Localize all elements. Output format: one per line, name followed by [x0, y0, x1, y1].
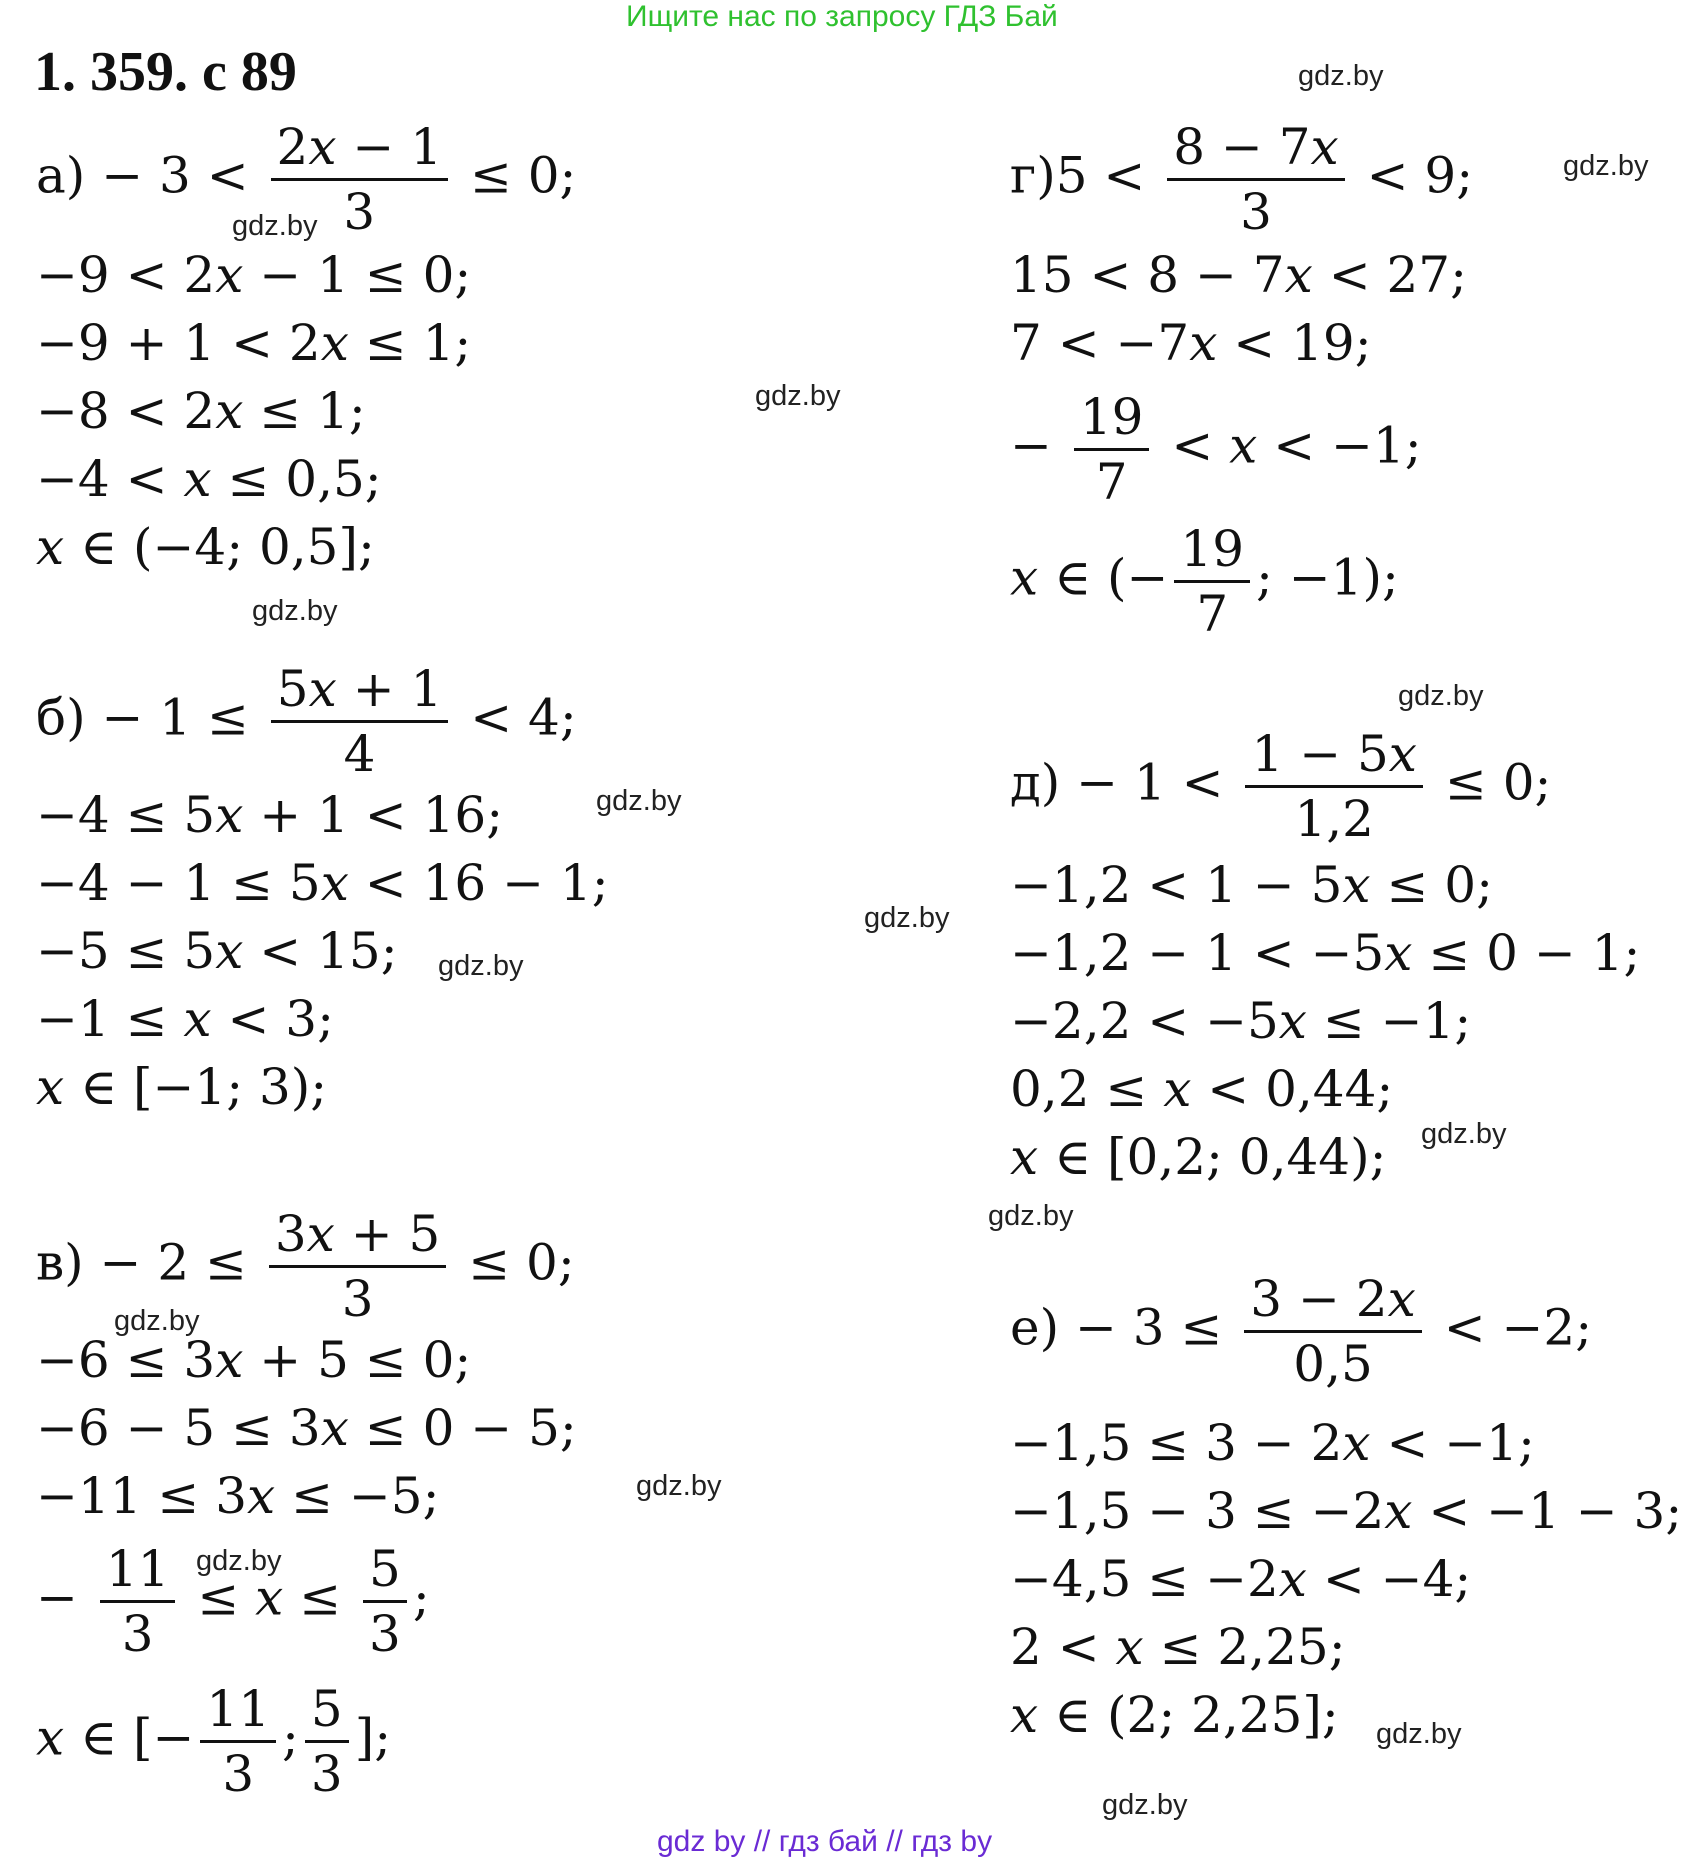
part-v-line-3: −6 − 5 ≤ 3𝑥 ≤ 0 − 5;: [36, 1399, 577, 1457]
part-a-line-1: а) − 3 < $\frac{\text{2𝑥 − 1}}{3}$ ≤ 0;: [36, 118, 577, 241]
part-d-line-1: д) − 1 < $\frac{\text{1 − 5𝑥}}{1,2}$ ≤ 0;: [1010, 725, 1552, 848]
part-b-line-5: −1 ≤ 𝑥 < 3;: [36, 990, 334, 1048]
part-b-line-3: −4 − 1 ≤ 5𝑥 < 16 − 1;: [36, 854, 609, 912]
watermark: gdz.by: [988, 1200, 1074, 1232]
part-e-line-4: −4,5 ≤ −2𝑥 < −4;: [1010, 1550, 1472, 1608]
part-e-line-3: −1,5 − 3 ≤ −2𝑥 < −1 − 3;: [1010, 1482, 1683, 1540]
part-v-line-2: −6 ≤ 3𝑥 + 5 ≤ 0;: [36, 1331, 472, 1389]
exercise-title: 1. 359. с 89: [34, 41, 297, 103]
footer-links: gdz by // гдз бай // гдз by: [657, 1825, 993, 1858]
part-v-fraction: $\frac{\text{3𝑥 + 5}}{3}$: [269, 1205, 447, 1328]
watermark: gdz.by: [636, 1470, 722, 1502]
part-v-line-5: − $\frac{11}{3}$ ≤ 𝑥 ≤ $\frac{5}{3}$ ;: [36, 1540, 430, 1663]
part-e-line-2: −1,5 ≤ 3 − 2𝑥 < −1;: [1010, 1414, 1535, 1472]
part-v-answer: 𝑥 ∈ [− $\frac{11}{3}$ ; $\frac{5}{3}$ ];: [36, 1680, 392, 1803]
part-v-answer-fraction-left: $\frac{11}{3}$: [200, 1680, 276, 1803]
part-d-line-2: −1,2 < 1 − 5𝑥 ≤ 0;: [1010, 856, 1493, 914]
search-banner: Ищите нас по запросу ГДЗ Бай: [626, 0, 1058, 33]
part-g-fraction-2: $\frac{19}{7}$: [1074, 388, 1150, 511]
part-v-fraction-right: $\frac{5}{3}$: [363, 1540, 407, 1663]
part-g-line-3: 7 < −7𝑥 < 19;: [1010, 314, 1372, 372]
part-b-fraction: $\frac{\text{5𝑥 + 1}}{4}$: [271, 660, 449, 783]
part-d-line-4: −2,2 < −5𝑥 ≤ −1;: [1010, 992, 1472, 1050]
part-g-line-4: − $\frac{19}{7}$ < 𝑥 < −1;: [1010, 388, 1422, 511]
part-v-line-4: −11 ≤ 3𝑥 ≤ −5;: [36, 1467, 440, 1525]
part-v-answer-fraction-right: $\frac{5}{3}$: [305, 1680, 349, 1803]
part-e-answer: 𝑥 ∈ (2; 2,25];: [1010, 1686, 1339, 1744]
part-g-line-1: г)5 < $\frac{\text{8 − 7𝑥}}{3}$ < 9;: [1010, 118, 1474, 241]
watermark: gdz.by: [596, 785, 682, 817]
part-d-line-5: 0,2 ≤ 𝑥 < 0,44;: [1010, 1060, 1394, 1118]
part-v-line-1: в) − 2 ≤ $\frac{\text{3𝑥 + 5}}{3}$ ≤ 0;: [36, 1205, 575, 1328]
part-g-answer-fraction: $\frac{19}{7}$: [1174, 520, 1250, 643]
watermark: gdz.by: [114, 1305, 200, 1337]
part-v-fraction-left: $\frac{11}{3}$: [100, 1540, 176, 1663]
part-d-answer: 𝑥 ∈ [0,2; 0,44);: [1010, 1128, 1387, 1186]
part-b-line-4: −5 ≤ 5𝑥 < 15;: [36, 922, 398, 980]
part-e-fraction: $\frac{\text{3 − 2𝑥}}{0,5}$: [1244, 1270, 1422, 1393]
watermark: gdz.by: [1421, 1118, 1507, 1150]
part-d-line-3: −1,2 − 1 < −5𝑥 ≤ 0 − 1;: [1010, 924, 1641, 982]
part-d-fraction: $\frac{\text{1 − 5𝑥}}{1,2}$: [1245, 725, 1423, 848]
part-g-line-2: 15 < 8 − 7𝑥 < 27;: [1010, 246, 1467, 304]
watermark: gdz.by: [755, 380, 841, 412]
part-g-fraction: $\frac{\text{8 − 7𝑥}}{3}$: [1167, 118, 1345, 241]
watermark: gdz.by: [1376, 1718, 1462, 1750]
part-e-line-1: е) − 3 ≤ $\frac{\text{3 − 2𝑥}}{0,5}$ < −2;: [1010, 1270, 1593, 1393]
watermark: gdz.by: [252, 595, 338, 627]
part-a-line-5: −4 < 𝑥 ≤ 0,5;: [36, 450, 382, 508]
watermark: gdz.by: [1102, 1789, 1188, 1821]
watermark: gdz.by: [196, 1545, 282, 1577]
part-b-line-1: б) − 1 ≤ $\frac{\text{5𝑥 + 1}}{4}$ < 4;: [36, 660, 577, 783]
part-g-answer: 𝑥 ∈ (− $\frac{19}{7}$ ; −1);: [1010, 520, 1399, 643]
watermark: gdz.by: [1298, 60, 1384, 92]
watermark: gdz.by: [864, 902, 950, 934]
watermark: gdz.by: [438, 950, 524, 982]
part-a-line-4: −8 < 2𝑥 ≤ 1;: [36, 382, 366, 440]
part-a-answer: 𝑥 ∈ (−4; 0,5];: [36, 518, 375, 576]
part-b-line-2: −4 ≤ 5𝑥 + 1 < 16;: [36, 786, 504, 844]
part-a-line-2: −9 < 2𝑥 − 1 ≤ 0;: [36, 246, 472, 304]
watermark: gdz.by: [232, 210, 318, 242]
part-a-fraction: $\frac{\text{2𝑥 − 1}}{3}$: [271, 118, 449, 241]
watermark: gdz.by: [1398, 680, 1484, 712]
part-b-answer: 𝑥 ∈ [−1; 3);: [36, 1058, 328, 1116]
part-a-line-3: −9 + 1 < 2𝑥 ≤ 1;: [36, 314, 472, 372]
part-e-line-5: 2 < 𝑥 ≤ 2,25;: [1010, 1618, 1346, 1676]
watermark: gdz.by: [1563, 150, 1649, 182]
